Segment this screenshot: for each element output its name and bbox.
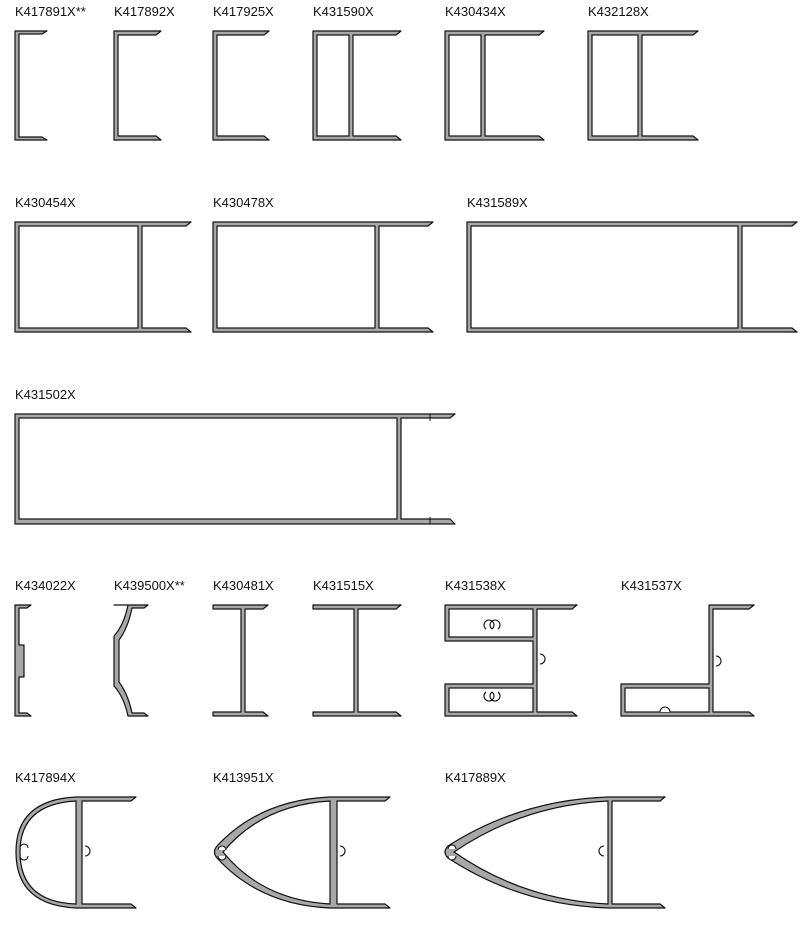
- profile-K432128X: [588, 31, 698, 140]
- label-K417889X: K417889X: [445, 770, 506, 785]
- label-K417894X: K417894X: [15, 770, 76, 785]
- label-K431515X: K431515X: [313, 578, 374, 593]
- profile-K431502X: [15, 414, 455, 524]
- profile-K417925X: [213, 31, 269, 140]
- label-K434022X: K434022X: [15, 578, 76, 593]
- label-K413951X: K413951X: [213, 770, 274, 785]
- label-K430434X: K430434X: [445, 4, 506, 19]
- label-K430481X: K430481X: [213, 578, 274, 593]
- label-K431502X: K431502X: [15, 387, 76, 402]
- profile-K430434X: [445, 31, 544, 140]
- label-K431590X: K431590X: [313, 4, 374, 19]
- label-K430478X: K430478X: [213, 195, 274, 210]
- profile-K430481X: [213, 605, 268, 716]
- label-K439500X: K439500X**: [114, 578, 185, 593]
- profile-K417891X: [15, 31, 47, 140]
- label-K417891X: K417891X**: [15, 4, 86, 19]
- profile-K413951X: [215, 797, 391, 908]
- profile-K431538X: [445, 605, 577, 716]
- profile-K439500X: [114, 605, 148, 716]
- label-K417925X: K417925X: [213, 4, 274, 19]
- profile-K431515X: [313, 605, 401, 716]
- label-K432128X: K432128X: [588, 4, 649, 19]
- profile-K434022X: [15, 605, 31, 716]
- label-K431537X: K431537X: [621, 578, 682, 593]
- profile-K431537X: [621, 605, 754, 716]
- profile-K417894X: [16, 797, 136, 908]
- profile-K417889X: [445, 797, 665, 908]
- profile-K431590X: [313, 31, 401, 140]
- label-K431589X: K431589X: [467, 195, 528, 210]
- label-K430454X: K430454X: [15, 195, 76, 210]
- profile-K417892X: [114, 31, 161, 140]
- profile-K430478X: [213, 222, 433, 332]
- profile-K430454X: [15, 222, 191, 332]
- profile-K431589X: [467, 222, 797, 332]
- label-K431538X: K431538X: [445, 578, 506, 593]
- label-K417892X: K417892X: [114, 4, 175, 19]
